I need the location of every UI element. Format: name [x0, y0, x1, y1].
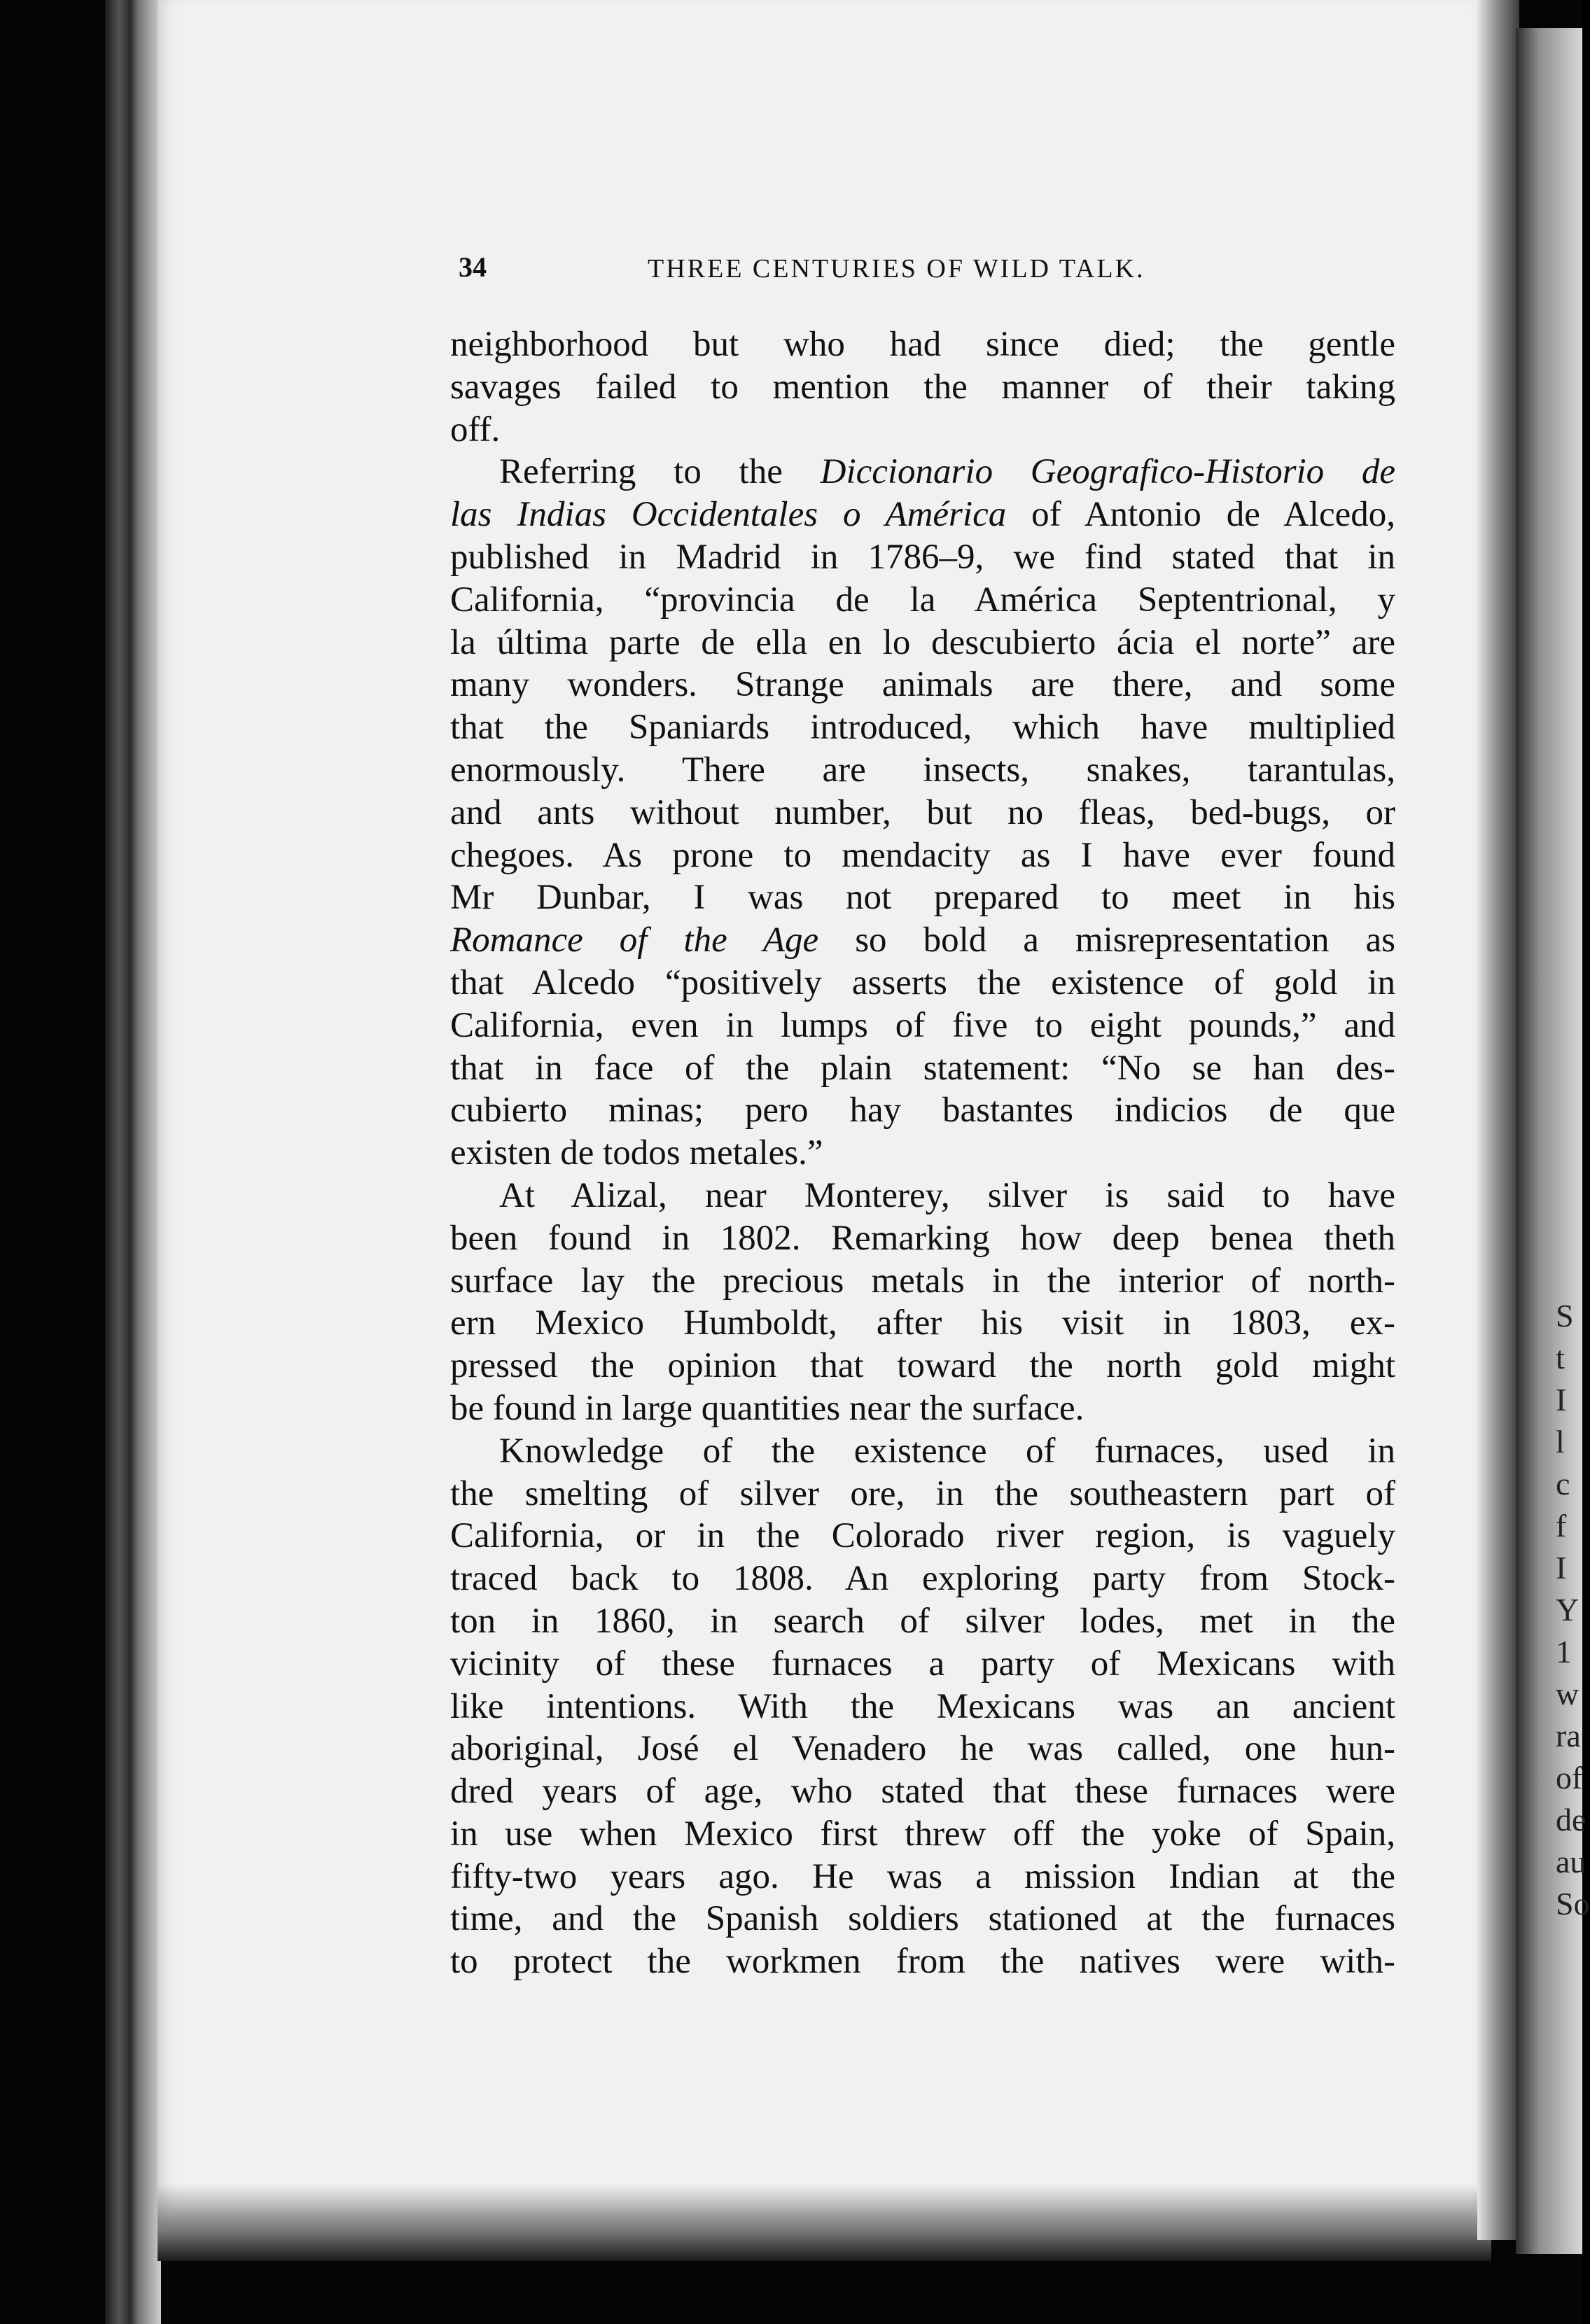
text-segment: many wonders. Strange animals are there, and some — [450, 665, 1395, 705]
text-segment: Mr Dunbar, I was not prepared to meet in his — [450, 878, 1395, 918]
text-line — [450, 919, 1395, 962]
text-line — [450, 409, 1395, 451]
text-line — [450, 1686, 1395, 1728]
book-spine-edge — [105, 0, 161, 2324]
text-line — [450, 1345, 1395, 1387]
text-line — [450, 1940, 1395, 1983]
text-line — [450, 1813, 1395, 1856]
italic-text-segment: Diccionario Geografico-Historio de — [820, 452, 1395, 492]
text-line — [450, 1728, 1395, 1770]
text-line — [450, 1770, 1395, 1813]
text-line — [450, 1302, 1395, 1345]
text-line — [450, 1217, 1395, 1260]
text-segment: of Antonio de Alcedo, — [1006, 495, 1395, 535]
text-line — [450, 834, 1395, 877]
text-segment: surface lay the precious metals in the interior of north- — [450, 1261, 1395, 1301]
text-segment: At Alizal, near Monterey, silver is said to have — [499, 1175, 1395, 1215]
text-segment: existen de todos metales.” — [450, 1133, 823, 1173]
text-line — [450, 622, 1395, 664]
text-segment: aboriginal, José el Venadero he was called, one hun- — [450, 1729, 1395, 1769]
text-line — [450, 1047, 1395, 1090]
text-line — [450, 1132, 1395, 1175]
text-segment: been found in 1802. Remarking how deep benea theth — [450, 1218, 1395, 1258]
page-number: 34 — [459, 251, 487, 283]
text-segment: be found in large quantities near the surface. — [450, 1388, 1085, 1428]
text-line — [450, 1430, 1395, 1473]
text-segment: la última parte de ella en lo descubierto ácia el norte” are — [450, 622, 1395, 662]
text-line — [450, 749, 1395, 792]
text-segment: to protect the workmen from the natives were with- — [450, 1942, 1395, 1982]
text-segment: enormously. There are insects, snakes, tarantulas, — [450, 750, 1395, 790]
text-line — [450, 536, 1395, 579]
text-segment: so bold a misrepresentation as — [818, 920, 1395, 960]
text-segment: Referring to the — [499, 452, 821, 492]
text-line — [450, 1558, 1395, 1600]
text-line — [450, 962, 1395, 1004]
text-line — [450, 451, 1395, 493]
text-segment: California, or in the Colorado river region, is vaguely — [450, 1516, 1395, 1556]
text-segment: Knowledge of the existence of furnaces, used in — [499, 1431, 1395, 1471]
text-segment: savages failed to mention the manner of their taking — [450, 367, 1395, 407]
text-line — [450, 1856, 1395, 1898]
text-segment: that in face of the plain statement: “No se han des- — [450, 1048, 1395, 1088]
text-segment: vicinity of these furnaces a party of Mexicans with — [450, 1644, 1395, 1684]
text-segment: fifty-two years ago. He was a mission Indian at the — [450, 1856, 1395, 1896]
running-title: THREE CENTURIES OF WILD TALK. — [648, 254, 1145, 284]
text-segment: dred years of age, who stated that these furnaces were — [450, 1772, 1395, 1812]
text-line — [450, 579, 1395, 622]
italic-text-segment: Romance of the Age — [450, 920, 819, 960]
text-segment: time, and the Spanish soldiers stationed at the furnaces — [450, 1899, 1395, 1939]
text-segment: off. — [450, 410, 501, 449]
text-line — [450, 366, 1395, 409]
text-line — [450, 1089, 1395, 1132]
page-bottom-shadow — [158, 2184, 1491, 2261]
text-line — [450, 323, 1395, 366]
text-segment: in use when Mexico first threw off the yoke of Spain, — [450, 1814, 1395, 1854]
page-fold-shadow — [1477, 0, 1519, 2240]
body-text — [450, 323, 1395, 1983]
text-line — [450, 792, 1395, 834]
text-line — [450, 1898, 1395, 1940]
text-segment: traced back to 1808. An exploring party from Stock- — [450, 1559, 1395, 1599]
text-segment: ton in 1860, in search of silver lodes, met in the — [450, 1601, 1395, 1641]
text-line — [450, 1515, 1395, 1558]
text-line — [450, 664, 1395, 706]
text-segment: cubierto minas; pero hay bastantes indicios de que — [450, 1091, 1395, 1130]
text-segment: like intentions. With the Mexicans was an ancient — [450, 1686, 1395, 1726]
text-segment: that the Spaniards introduced, which have multiplied — [450, 708, 1395, 748]
facing-page-text-fragment: S t I l c f I Y 1 w ra of de au So — [1556, 1298, 1590, 1921]
text-line — [450, 1473, 1395, 1516]
text-segment: ern Mexico Humboldt, after his visit in 1803, ex- — [450, 1303, 1395, 1343]
text-line — [450, 493, 1395, 536]
text-segment: that Alcedo “positively asserts the existence of gold in — [450, 962, 1395, 1002]
text-segment: California, “provincia de la América Septentrional, y — [450, 580, 1395, 620]
text-line — [450, 1175, 1395, 1217]
text-line — [450, 706, 1395, 749]
text-segment: neighborhood but who had since died; the gentle — [450, 325, 1395, 364]
text-line — [450, 1260, 1395, 1303]
text-segment: chegoes. As prone to mendacity as I have ever found — [450, 835, 1395, 875]
text-segment: and ants without number, but no fleas, bed-bugs, or — [450, 792, 1395, 832]
text-segment: published in Madrid in 1786–9, we find stated that in — [450, 537, 1395, 577]
text-segment: pressed the opinion that toward the north gold might — [450, 1346, 1395, 1386]
text-line — [450, 1004, 1395, 1047]
text-segment: California, even in lumps of five to eight pounds,” and — [450, 1005, 1395, 1045]
text-line — [450, 876, 1395, 919]
text-line — [450, 1600, 1395, 1643]
text-line — [450, 1643, 1395, 1686]
text-segment: the smelting of silver ore, in the southeastern part of — [450, 1474, 1395, 1513]
italic-text-segment: las Indias Occidentales o América — [450, 495, 1007, 535]
text-line — [450, 1387, 1395, 1430]
